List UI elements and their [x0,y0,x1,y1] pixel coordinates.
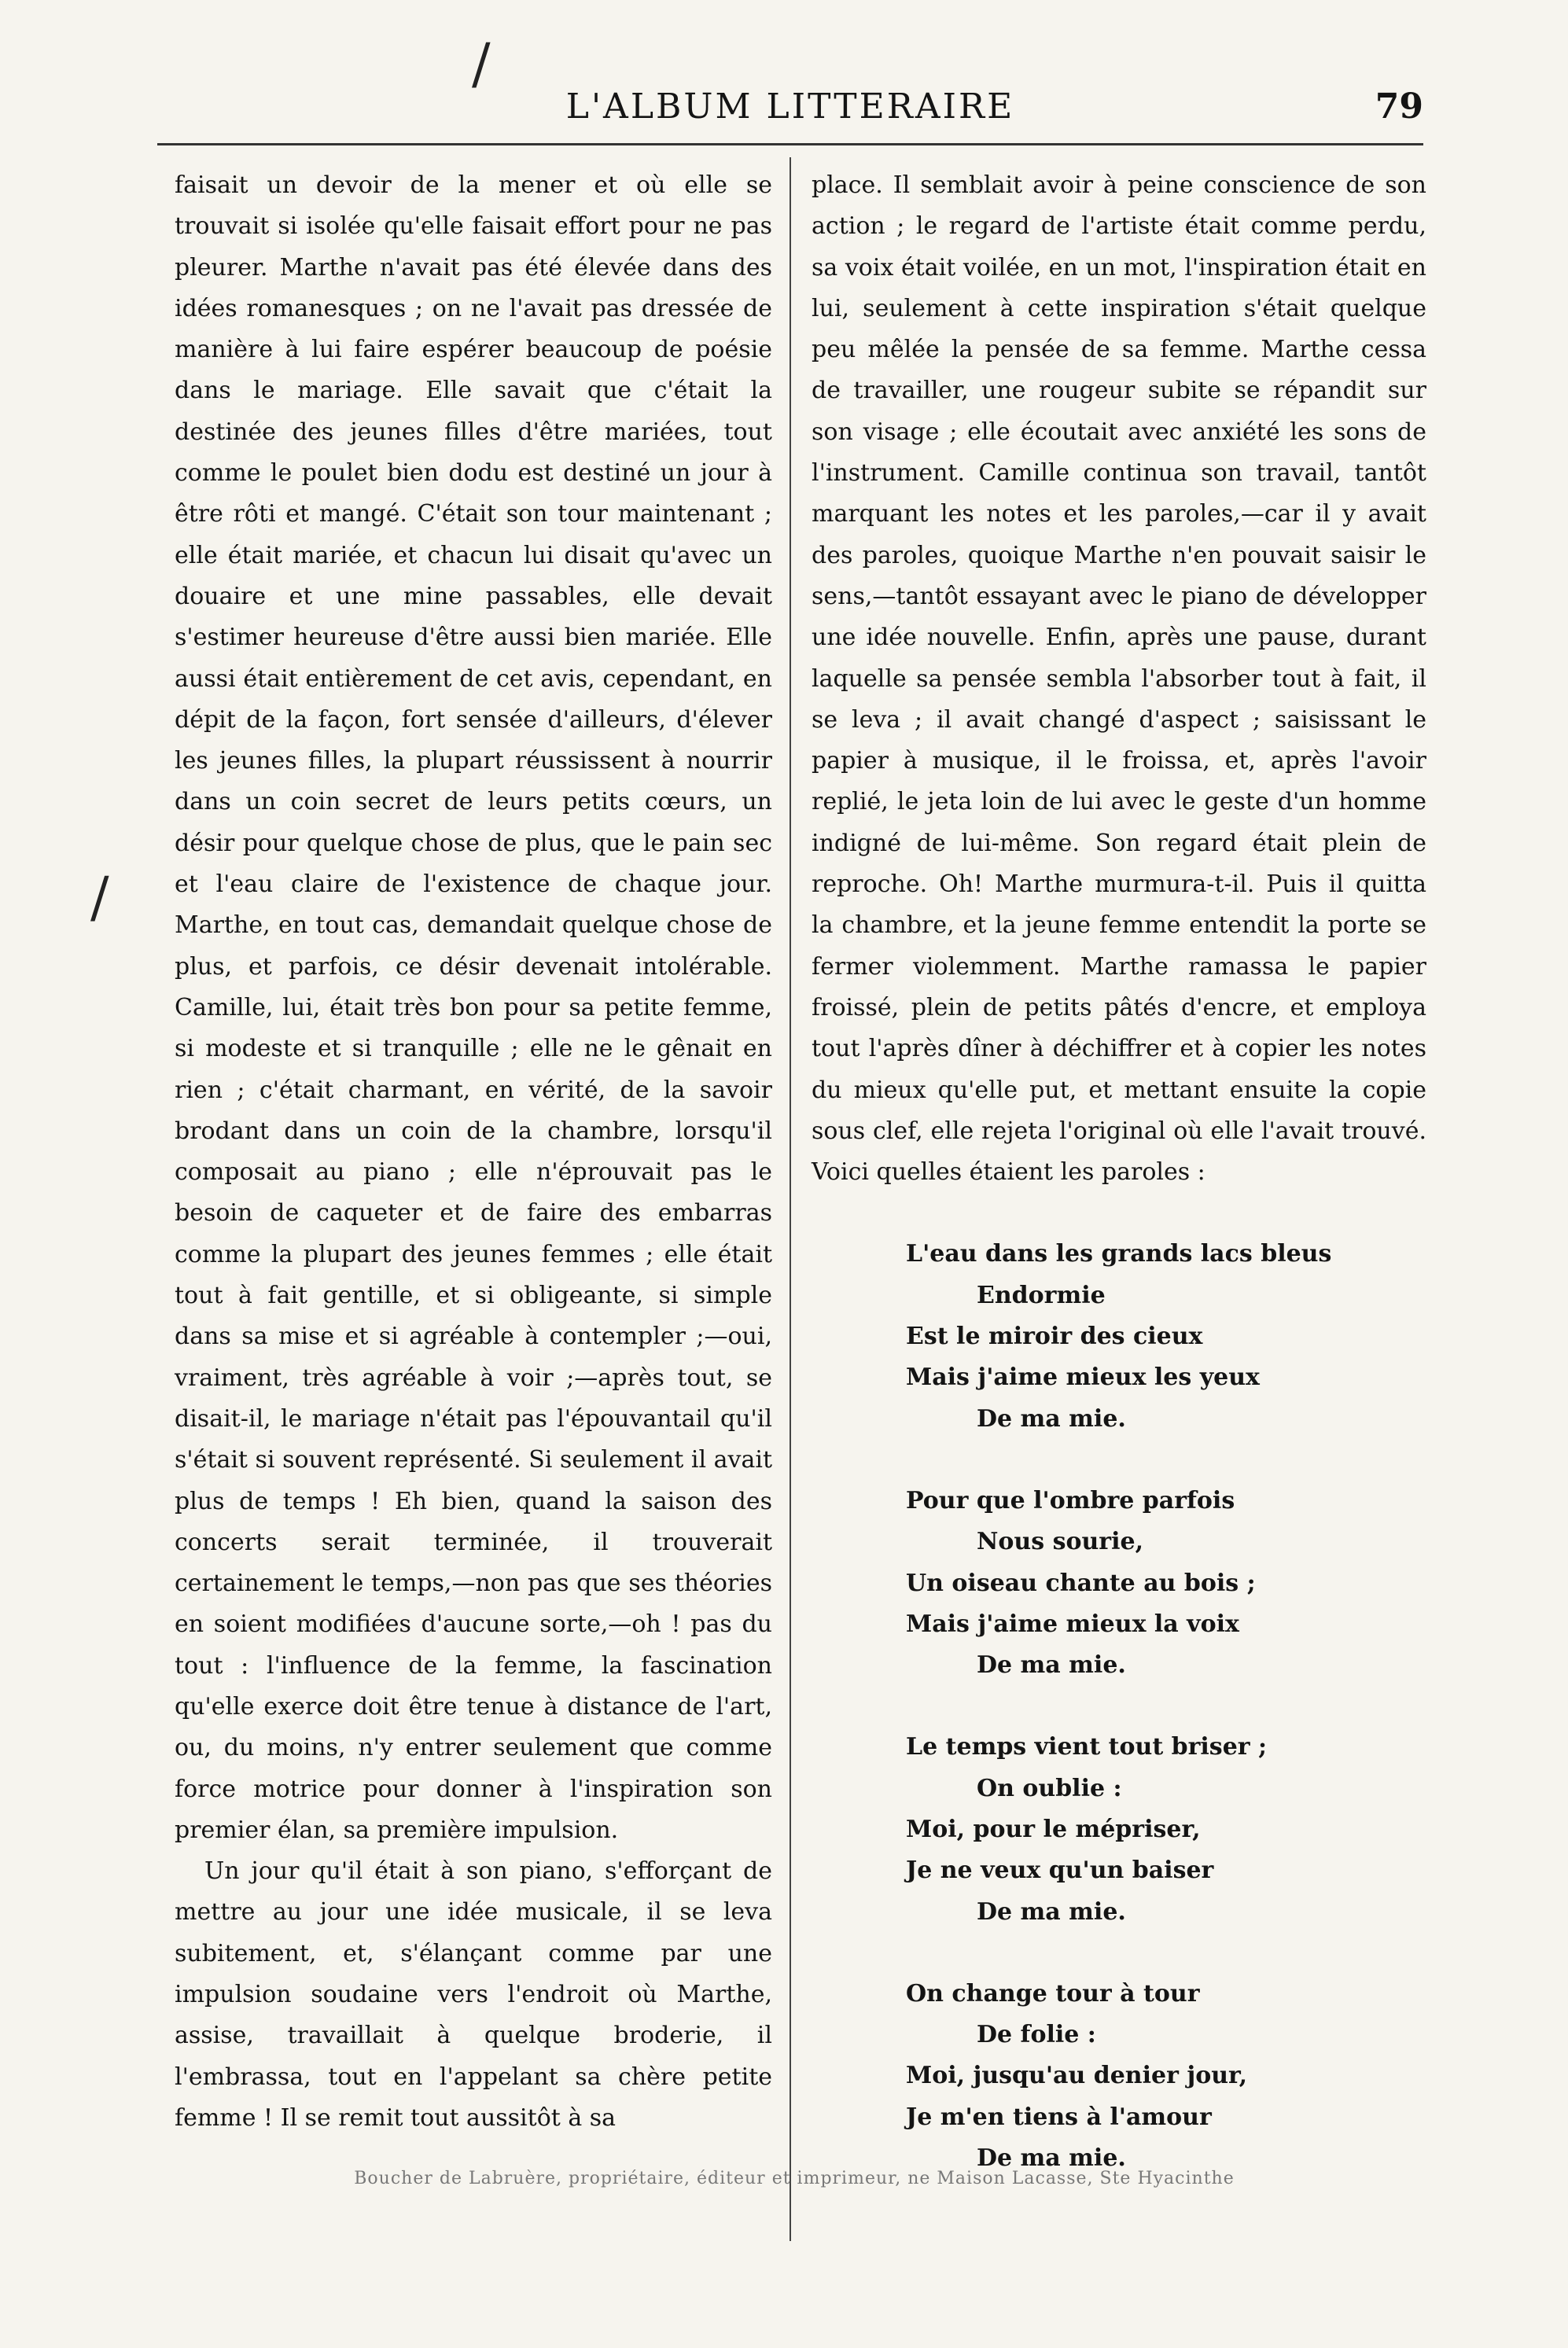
song-lyrics [812,1234,1426,2179]
stanza [812,1481,1426,1686]
page-number: 79 [1375,86,1423,127]
verse-line: Je ne veux qu'un baiser [906,1857,1214,1885]
verse-line: Un oiseau chante au bois ; [906,1569,1256,1597]
imprint-footer: Boucher de Labruère, propriétaire, éditeur et imprimeur, ne Maison Lacasse, Ste Hyacinthe [354,2169,1235,2188]
verse-line: De folie : [977,2021,1096,2049]
stanza [812,1974,1426,2179]
verse-line: Nous sourie, [977,1528,1144,1556]
verse-line: Pour que l'ombre parfois [906,1486,1235,1514]
verse-line: Mais j'aime mieux la voix [906,1610,1239,1638]
stanza [812,1234,1426,1439]
verse-line: Le temps vient tout briser ; [906,1733,1268,1761]
verse-line: Moi, pour le mépriser, [906,1815,1201,1843]
verse-line: Mais j'aime mieux les yeux [906,1364,1260,1392]
verse-line: L'eau dans les grands lacs bleus [906,1240,1332,1268]
verse-line: Je m'en tiens à l'amour [906,2103,1212,2131]
margin-mark-top: / [472,31,491,96]
paragraph: Un jour qu'il était à son piano, s'efforçant de mettre au jour une idée musicale, il se leva subitement, et, s'élançant comme par une impulsion soudaine vers l'endroit où Marthe, assise, travaillait à quelque broderie, il l'embrassa, tout en l'appelant sa chère petite femme ! Il se remit tout aussitôt à sa [175,1857,772,2132]
left-column [175,165,772,2139]
column-divider [790,157,791,2241]
verse-line: Est le miroir des cieux [906,1323,1203,1351]
page-header [157,86,1423,142]
journal-title: L'ALBUM LITTERAIRE [565,86,1015,127]
verse-line: De ma mie. [977,1651,1126,1680]
verse-line: Endormie [977,1281,1106,1309]
margin-mark-left: / [90,865,109,929]
stanza [812,1727,1426,1932]
verse-line: Moi, jusqu'au denier jour, [906,2062,1248,2090]
verse-line: De ma mie. [977,1897,1126,1926]
verse-line: De ma mie. [977,1404,1126,1433]
right-column [812,165,1426,2220]
verse-line: On change tour à tour [906,1979,1200,2008]
paragraph: faisait un devoir de la mener et où elle se trouvait si isolée qu'elle faisait effort pour ne pas pleurer. Marthe n'avait pas été élevée dans des idées romanesques ; on ne l'avait pas dressée de manière à lui faire espérer beaucoup de poésie dans le mariage. Elle savait que c'était la destinée des jeunes filles d'être mariées, tout comme le poulet bien dodu est destiné un jour à être rôti et mangé. C'était son tour maintenant ; elle était mariée, et chacun lui disait qu'avec un douaire et une mine passables, elle devait s'estimer heureuse d'être aussi bien mariée. Elle aussi était entièrement de cet avis, cependant, en dépit de la façon, fort sensée d'ailleurs, d'élever les jeunes filles, la plupart réussissent à nourrir dans un coin secret de leurs petits cœurs, un désir pour quelque chose de plus, que le pain sec et l'eau claire de l'existence de chaque jour. Marthe, en tout cas, demandait quelque chose de plus, et parfois, ce désir devenait intolérable. Camille, lui, était très bon pour sa petite femme, si modeste et si tranquille ; elle ne le gênait en rien ; c'était charmant, en vérité, de la savoir brodant dans un coin de la chambre, lorsqu'il composait au piano ; elle n'éprouvait pas le besoin de caqueter et de faire des embarras comme la plupart des jeunes femmes ; elle était tout à fait gentille, et si obligeante, si simple dans sa mise et si agréable à contempler ;—oui, vraiment, très agréable à voir ;—après tout, se disait-il, le mariage n'était pas l'épouvantail qu'il s'était si souvent représenté. Si seulement il avait plus de temps ! Eh bien, quand la saison des concerts serait terminée, il trouverait certainement le temps,—non pas que ses théories en soient modifiées d'aucune sorte,—oh ! pas du tout : l'influence de la femme, la fascination qu'elle exerce doit être tenue à distance de l'art, ou, du moins, n'y entrer seulement que comme force motrice pour donner à l'inspiration son premier élan, sa première impulsion. [175,171,772,1844]
paragraph: place. Il semblait avoir à peine conscience de son action ; le regard de l'artiste était comme perdu, sa voix était voilée, en un mot, l'inspiration était en lui, seulement à cette inspiration s'était quelque peu mêlée la pensée de sa femme. Marthe cessa de travailler, une rougeur subite se répandit sur son visage ; elle écoutait avec anxiété les sons de l'instrument. Camille continua son travail, tantôt marquant les notes et les paroles,—car il y avait des paroles, quoique Marthe n'en pouvait saisir le sens,—tantôt essayant avec le piano de développer une idée nouvelle. Enfin, après une pause, durant laquelle sa pensée sembla l'absorber tout à fait, il se leva ; il avait changé d'aspect ; saisissant le papier à musique, il le froissa, et, après l'avoir replié, le jeta loin de lui avec le geste d'un homme indigné de lui-même. Son regard était plein de reproche. Oh! Marthe murmura-t-il. Puis il quitta la chambre, et la jeune femme entendit la porte se fermer violemment. Marthe ramassa le papier froissé, plein de petits pâtés d'encre, et employa tout l'après dîner à déchiffrer et à copier les notes du mieux qu'elle put, et mettant ensuite la copie sous clef, elle rejeta l'original où elle l'avait trouvé. Voici quelles étaient les paroles : [812,171,1426,1187]
verse-line: On oublie : [977,1774,1122,1802]
verse-line: De ma mie. [977,2144,1126,2173]
header-rule [157,143,1423,145]
